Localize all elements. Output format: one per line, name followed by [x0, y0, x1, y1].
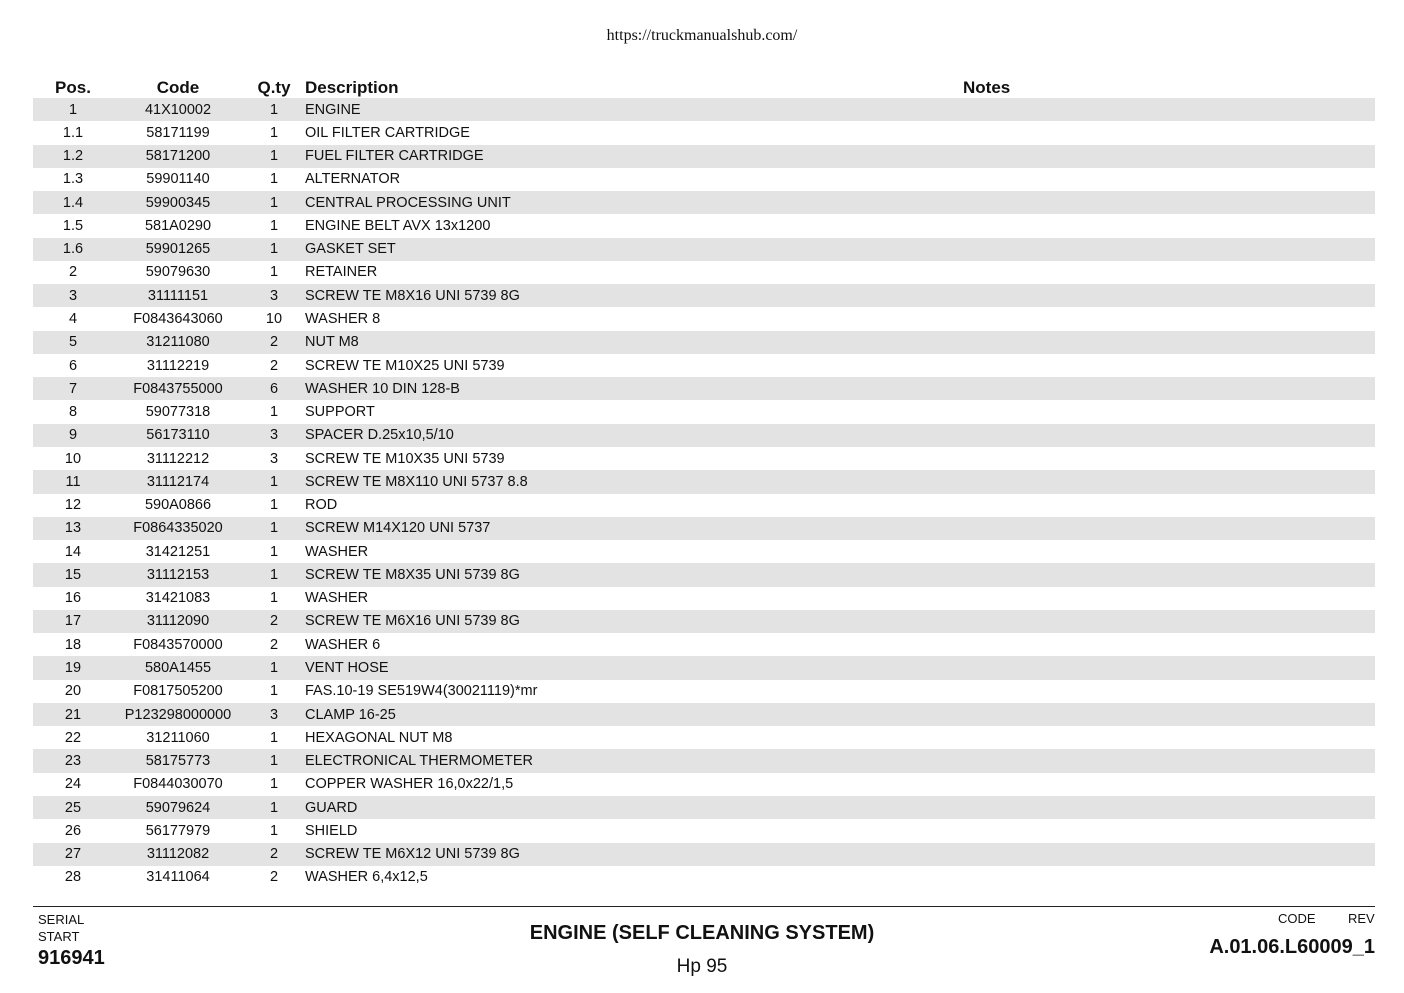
cell-pos: 1.6	[33, 238, 113, 261]
cell-code: F0864335020	[113, 517, 243, 540]
table-row	[33, 121, 1375, 144]
cell-qty: 2	[269, 869, 279, 886]
cell-pos: 1.1	[62, 124, 84, 141]
cell-pos: 7	[33, 377, 113, 400]
column-header-pos: Pos.	[55, 78, 91, 97]
cell-code: 58171199	[146, 124, 210, 141]
cell-code: 581A0290	[144, 217, 212, 234]
table-row	[33, 261, 1375, 284]
cell-notes	[605, 819, 1375, 842]
cell-notes	[605, 145, 1375, 168]
cell-notes	[605, 866, 1375, 889]
cell-qty: 1	[269, 822, 279, 839]
footer-divider	[33, 906, 1375, 907]
table-row	[33, 773, 1375, 796]
cell-pos: 1	[33, 98, 113, 121]
cell-description: ELECTRONICAL THERMOMETER	[305, 749, 605, 772]
table-row	[33, 819, 1375, 842]
cell-qty: 1	[269, 404, 279, 421]
cell-notes	[605, 633, 1375, 656]
cell-code: 31411064	[146, 869, 210, 886]
cell-code: 31112212	[146, 450, 210, 467]
table-row	[33, 866, 1375, 889]
cell-description: CLAMP 16-25	[305, 703, 605, 726]
cell-notes	[605, 214, 1375, 237]
cell-pos: 1.3	[62, 171, 84, 188]
cell-pos: 28	[64, 869, 82, 886]
cell-code: 31112090	[113, 610, 243, 633]
cell-qty: 1	[269, 497, 279, 514]
cell-notes	[605, 656, 1375, 679]
column-header-code: Code	[156, 78, 200, 97]
cell-code: 580A1455	[113, 656, 243, 679]
cell-code: P123298000000	[113, 703, 243, 726]
cell-qty: 1	[243, 563, 305, 586]
cell-description: SCREW TE M8X16 UNI 5739 8G	[305, 284, 605, 307]
cell-qty: 2	[243, 843, 305, 866]
cell-code: 59077318	[145, 404, 211, 421]
cell-code: 590A0866	[144, 497, 212, 514]
cell-description: SUPPORT	[305, 404, 375, 421]
cell-notes	[605, 726, 1375, 749]
cell-notes	[605, 796, 1375, 819]
table-row	[33, 587, 1375, 610]
table-row	[33, 145, 1375, 168]
cell-qty: 1	[243, 656, 305, 679]
cell-qty: 1	[243, 191, 305, 214]
serial-label: SERIAL	[38, 912, 85, 927]
cell-qty: 1	[243, 98, 305, 121]
cell-description: ROD	[305, 497, 338, 514]
cell-qty: 1	[269, 776, 279, 793]
cell-code: 31112174	[113, 470, 243, 493]
cell-qty: 2	[243, 331, 305, 354]
table-row	[33, 331, 1375, 354]
cell-pos: 3	[33, 284, 113, 307]
cell-description: GASKET SET	[305, 238, 605, 261]
cell-code: F0843570000	[133, 636, 223, 653]
cell-notes	[605, 749, 1375, 772]
cell-notes	[605, 121, 1375, 144]
cell-qty: 1	[243, 238, 305, 261]
cell-description: WASHER 10 DIN 128-B	[305, 377, 605, 400]
table-row	[33, 726, 1375, 749]
serial-value: 916941	[38, 947, 105, 969]
cell-qty: 1	[269, 590, 279, 607]
cell-code: 31211060	[146, 729, 210, 746]
cell-description: NUT M8	[305, 331, 605, 354]
cell-description: CENTRAL PROCESSING UNIT	[305, 191, 605, 214]
cell-qty: 2	[269, 357, 279, 374]
cell-pos: 14	[64, 543, 82, 560]
cell-code: 31112219	[146, 357, 210, 374]
cell-code: F0844030070	[133, 776, 223, 793]
document-subtitle: Hp 95	[676, 956, 728, 977]
table-header-row	[33, 76, 1375, 98]
cell-pos: 25	[33, 796, 113, 819]
table-row	[33, 610, 1375, 633]
cell-pos: 1.5	[62, 217, 84, 234]
cell-qty: 3	[243, 424, 305, 447]
cell-qty: 1	[269, 543, 279, 560]
cell-notes	[605, 191, 1375, 214]
cell-description: WASHER 6	[305, 636, 381, 653]
cell-qty: 2	[243, 610, 305, 633]
cell-code: 31112153	[113, 563, 243, 586]
cell-code: 59079624	[113, 796, 243, 819]
cell-code: 56177979	[145, 822, 211, 839]
table-row	[33, 749, 1375, 772]
table-row	[33, 703, 1375, 726]
cell-notes	[605, 703, 1375, 726]
cell-description: SCREW M14X120 UNI 5737	[305, 517, 605, 540]
cell-description: WASHER 6,4x12,5	[305, 869, 428, 886]
cell-pos: 10	[64, 450, 82, 467]
table-row	[33, 656, 1375, 679]
cell-pos: 1.2	[33, 145, 113, 168]
document-title: ENGINE (SELF CLEANING SYSTEM)	[529, 922, 875, 944]
cell-code: 58171200	[113, 145, 243, 168]
cell-qty: 1	[243, 517, 305, 540]
table-row	[33, 494, 1375, 517]
table-row	[33, 633, 1375, 656]
cell-description: OIL FILTER CARTRIDGE	[305, 124, 470, 141]
cell-description: SCREW TE M6X16 UNI 5739 8G	[305, 610, 605, 633]
cell-notes	[605, 563, 1375, 586]
cell-notes	[605, 238, 1375, 261]
cell-notes	[605, 494, 1375, 517]
cell-qty: 3	[243, 703, 305, 726]
cell-description: SHIELD	[305, 822, 358, 839]
cell-notes	[605, 447, 1375, 470]
table-row	[33, 843, 1375, 866]
cell-pos: 16	[64, 590, 82, 607]
table-row	[33, 354, 1375, 377]
cell-description: HEXAGONAL NUT M8	[305, 729, 453, 746]
cell-description: ENGINE BELT AVX 13x1200	[305, 217, 491, 234]
cell-code: 31111151	[113, 284, 243, 307]
cell-notes	[605, 540, 1375, 563]
table-row	[33, 238, 1375, 261]
cell-description: VENT HOSE	[305, 656, 605, 679]
table-row	[33, 400, 1375, 423]
table-row	[33, 796, 1375, 819]
cell-notes	[605, 587, 1375, 610]
cell-code: 31421251	[145, 543, 211, 560]
cell-notes	[605, 331, 1375, 354]
cell-notes	[605, 400, 1375, 423]
cell-qty: 3	[269, 450, 279, 467]
cell-qty: 10	[265, 311, 283, 328]
cell-qty: 1	[269, 683, 279, 700]
cell-description: WASHER 8	[305, 311, 381, 328]
code-label: CODE	[1278, 911, 1316, 926]
cell-pos: 23	[33, 749, 113, 772]
cell-pos: 6	[68, 357, 78, 374]
table-row	[33, 191, 1375, 214]
cell-description: RETAINER	[305, 264, 378, 281]
cell-pos: 4	[68, 311, 78, 328]
column-header-description: Description	[305, 78, 399, 97]
table-row	[33, 284, 1375, 307]
column-header-notes: Notes	[963, 78, 1011, 97]
table-row	[33, 540, 1375, 563]
cell-pos: 17	[33, 610, 113, 633]
cell-notes	[605, 261, 1375, 284]
cell-qty: 1	[269, 729, 279, 746]
cell-description: ENGINE	[305, 98, 605, 121]
cell-code: 59079630	[145, 264, 211, 281]
cell-notes	[605, 517, 1375, 540]
cell-pos: 2	[68, 264, 78, 281]
cell-description: SCREW TE M8X110 UNI 5737 8.8	[305, 470, 605, 493]
cell-description: FUEL FILTER CARTRIDGE	[305, 145, 605, 168]
cell-code: F0843755000	[113, 377, 243, 400]
document-code: A.01.06.L60009_1	[1209, 936, 1375, 958]
cell-code: 59900345	[113, 191, 243, 214]
cell-notes	[605, 610, 1375, 633]
cell-qty: 1	[243, 749, 305, 772]
table-row	[33, 447, 1375, 470]
parts-table	[33, 76, 1375, 889]
cell-code: 31211080	[113, 331, 243, 354]
cell-qty: 6	[243, 377, 305, 400]
cell-notes	[605, 284, 1375, 307]
cell-qty: 1	[269, 217, 279, 234]
cell-pos: 26	[64, 822, 82, 839]
cell-qty: 1	[269, 264, 279, 281]
table-row	[33, 517, 1375, 540]
table-row	[33, 680, 1375, 703]
cell-qty: 1	[243, 796, 305, 819]
cell-description: WASHER	[305, 590, 369, 607]
table-row	[33, 307, 1375, 330]
cell-notes	[605, 98, 1375, 121]
cell-pos: 8	[68, 404, 78, 421]
cell-description: SCREW TE M8X35 UNI 5739 8G	[305, 563, 605, 586]
table-row	[33, 168, 1375, 191]
cell-qty: 2	[269, 636, 279, 653]
table-row	[33, 377, 1375, 400]
cell-description: SPACER D.25x10,5/10	[305, 424, 605, 447]
cell-pos: 20	[64, 683, 82, 700]
cell-qty: 1	[243, 470, 305, 493]
cell-description: SCREW TE M6X12 UNI 5739 8G	[305, 843, 605, 866]
cell-notes	[605, 354, 1375, 377]
cell-pos: 19	[33, 656, 113, 679]
cell-code: 56173110	[113, 424, 243, 447]
cell-code: F0843643060	[133, 311, 223, 328]
cell-description: SCREW TE M10X25 UNI 5739	[305, 357, 505, 374]
cell-notes	[605, 307, 1375, 330]
cell-notes	[605, 680, 1375, 703]
cell-code: 41X10002	[113, 98, 243, 121]
table-row	[33, 563, 1375, 586]
cell-code: 59901265	[113, 238, 243, 261]
cell-pos: 12	[64, 497, 82, 514]
cell-description: COPPER WASHER 16,0x22/1,5	[305, 776, 514, 793]
cell-pos: 24	[64, 776, 82, 793]
cell-qty: 1	[269, 171, 279, 188]
cell-pos: 18	[64, 636, 82, 653]
cell-description: SCREW TE M10X35 UNI 5739	[305, 450, 505, 467]
cell-pos: 22	[64, 729, 82, 746]
cell-code: 31112082	[113, 843, 243, 866]
cell-notes	[605, 377, 1375, 400]
cell-notes	[605, 168, 1375, 191]
cell-description: FAS.10-19 SE519W4(30021119)*mr	[305, 683, 538, 700]
cell-qty: 3	[243, 284, 305, 307]
cell-notes	[605, 843, 1375, 866]
cell-pos: 1.4	[33, 191, 113, 214]
rev-label: REV	[1348, 911, 1375, 926]
cell-code: 31421083	[145, 590, 211, 607]
table-row	[33, 470, 1375, 493]
source-url: https://truckmanualshub.com/	[606, 27, 798, 44]
cell-pos: 21	[33, 703, 113, 726]
cell-code: 58175773	[113, 749, 243, 772]
cell-description: WASHER	[305, 543, 369, 560]
column-header-qty: Q.ty	[257, 78, 291, 97]
cell-pos: 5	[33, 331, 113, 354]
cell-notes	[605, 773, 1375, 796]
cell-pos: 13	[33, 517, 113, 540]
cell-pos: 27	[33, 843, 113, 866]
cell-qty: 1	[243, 145, 305, 168]
cell-notes	[605, 424, 1375, 447]
cell-pos: 15	[33, 563, 113, 586]
table-row	[33, 424, 1375, 447]
parts-table-body	[33, 98, 1375, 889]
table-row	[33, 214, 1375, 237]
cell-code: 59901140	[146, 171, 210, 188]
cell-description: ALTERNATOR	[305, 171, 401, 188]
start-label: START	[38, 929, 80, 944]
cell-code: F0817505200	[133, 683, 223, 700]
cell-pos: 11	[33, 470, 113, 493]
cell-description: GUARD	[305, 796, 605, 819]
cell-pos: 9	[33, 424, 113, 447]
cell-qty: 1	[269, 124, 279, 141]
cell-notes	[605, 470, 1375, 493]
table-row	[33, 98, 1375, 121]
